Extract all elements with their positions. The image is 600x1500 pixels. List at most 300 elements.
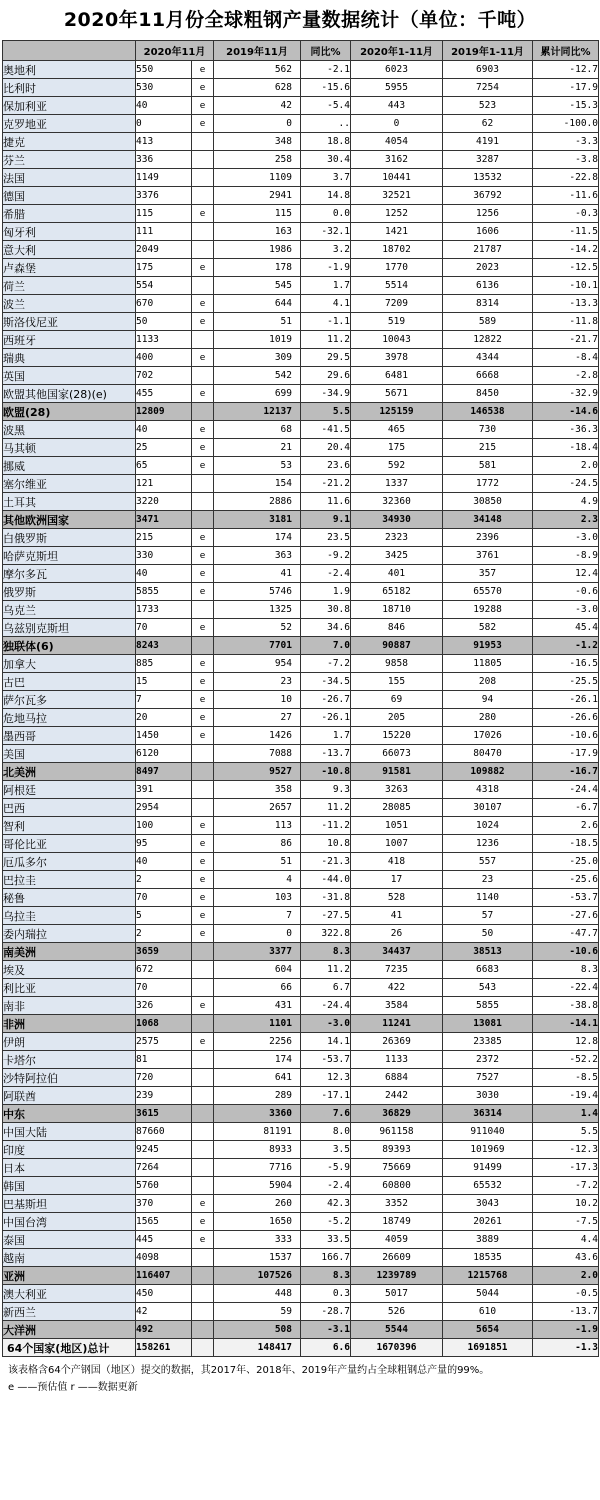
value-2020-ytd: 66073 xyxy=(351,745,443,763)
value-2020-ytd: 28085 xyxy=(351,799,443,817)
value-2019-nov: 641 xyxy=(214,1069,301,1087)
value-2020-nov: 70 xyxy=(136,889,192,907)
value-2020-nov: 3659 xyxy=(136,943,192,961)
header-2019-nov: 2019年11月 xyxy=(214,41,301,61)
table-row xyxy=(3,367,599,385)
country-name: 埃及 xyxy=(3,961,136,979)
value-2019-ytd: 65570 xyxy=(443,583,533,601)
value-2020-nov: 672 xyxy=(136,961,192,979)
value-2019-nov: 7716 xyxy=(214,1159,301,1177)
value-2020-nov: 100 xyxy=(136,817,192,835)
value-ytd-yoy: -6.7 xyxy=(533,799,599,817)
value-2020-ytd: 592 xyxy=(351,457,443,475)
footer-legend: e ——预估值 r ——数据更新 xyxy=(8,1382,138,1393)
estimate-flag xyxy=(192,763,214,781)
value-2020-ytd: 10043 xyxy=(351,331,443,349)
value-ytd-yoy: -0.5 xyxy=(533,1285,599,1303)
value-2019-nov: 1986 xyxy=(214,241,301,259)
table-row xyxy=(3,961,599,979)
country-name: 卡塔尔 xyxy=(3,1051,136,1069)
country-name: 挪威 xyxy=(3,457,136,475)
country-name: 卢森堡 xyxy=(3,259,136,277)
value-ytd-yoy: -47.7 xyxy=(533,925,599,943)
value-2020-ytd: 2442 xyxy=(351,1087,443,1105)
value-2020-ytd: 465 xyxy=(351,421,443,439)
value-yoy: 5.5 xyxy=(301,403,351,421)
value-2020-ytd: 41 xyxy=(351,907,443,925)
country-name: 利比亚 xyxy=(3,979,136,997)
value-yoy: 3.7 xyxy=(301,169,351,187)
value-2020-ytd: 9858 xyxy=(351,655,443,673)
country-name: 中东 xyxy=(3,1105,136,1123)
country-name: 伊朗 xyxy=(3,1033,136,1051)
value-2019-ytd: 911040 xyxy=(443,1123,533,1141)
estimate-flag: e xyxy=(192,655,214,673)
value-2020-nov: 40 xyxy=(136,97,192,115)
estimate-flag xyxy=(192,1339,214,1357)
value-2020-ytd: 18702 xyxy=(351,241,443,259)
country-name: 乌兹别克斯坦 xyxy=(3,619,136,637)
value-yoy: 23.5 xyxy=(301,529,351,547)
value-ytd-yoy: -25.6 xyxy=(533,871,599,889)
value-ytd-yoy: -0.6 xyxy=(533,583,599,601)
value-2020-ytd: 1421 xyxy=(351,223,443,241)
value-2020-ytd: 3978 xyxy=(351,349,443,367)
value-ytd-yoy: -24.5 xyxy=(533,475,599,493)
value-2020-ytd: 6023 xyxy=(351,61,443,79)
country-name: 比利时 xyxy=(3,79,136,97)
country-name: 厄瓜多尔 xyxy=(3,853,136,871)
table-row xyxy=(3,1285,599,1303)
value-2020-ytd: 422 xyxy=(351,979,443,997)
value-ytd-yoy: -17.9 xyxy=(533,745,599,763)
value-2020-nov: 3615 xyxy=(136,1105,192,1123)
value-2020-ytd: 18749 xyxy=(351,1213,443,1231)
value-2020-ytd: 3584 xyxy=(351,997,443,1015)
subtotal-row xyxy=(3,1015,599,1033)
value-2020-nov: 2954 xyxy=(136,799,192,817)
table-row xyxy=(3,349,599,367)
value-2020-nov: 40 xyxy=(136,853,192,871)
table-row xyxy=(3,259,599,277)
table-row xyxy=(3,799,599,817)
value-2019-nov: 628 xyxy=(214,79,301,97)
value-2019-ytd: 8314 xyxy=(443,295,533,313)
table-row xyxy=(3,907,599,925)
estimate-flag: e xyxy=(192,259,214,277)
value-2019-nov: 52 xyxy=(214,619,301,637)
estimate-flag xyxy=(192,475,214,493)
value-2020-nov: 670 xyxy=(136,295,192,313)
value-2019-ytd: 94 xyxy=(443,691,533,709)
value-ytd-yoy: -2.8 xyxy=(533,367,599,385)
value-2019-nov: 27 xyxy=(214,709,301,727)
subtotal-row xyxy=(3,403,599,421)
value-2019-nov: 333 xyxy=(214,1231,301,1249)
estimate-flag: e xyxy=(192,817,214,835)
value-2020-ytd: 89393 xyxy=(351,1141,443,1159)
value-2019-ytd: 523 xyxy=(443,97,533,115)
value-2020-ytd: 3162 xyxy=(351,151,443,169)
value-2019-ytd: 1236 xyxy=(443,835,533,853)
value-2019-nov: 41 xyxy=(214,565,301,583)
estimate-flag xyxy=(192,1177,214,1195)
value-ytd-yoy: -12.3 xyxy=(533,1141,599,1159)
value-2019-nov: 2941 xyxy=(214,187,301,205)
value-2019-nov: 1325 xyxy=(214,601,301,619)
value-ytd-yoy: 2.6 xyxy=(533,817,599,835)
country-name: 摩尔多瓦 xyxy=(3,565,136,583)
value-2019-nov: 0 xyxy=(214,115,301,133)
value-2019-ytd: 80470 xyxy=(443,745,533,763)
estimate-flag: e xyxy=(192,1195,214,1213)
value-2020-nov: 445 xyxy=(136,1231,192,1249)
table-row xyxy=(3,1195,599,1213)
value-2019-ytd: 30850 xyxy=(443,493,533,511)
value-ytd-yoy: -13.3 xyxy=(533,295,599,313)
estimate-flag: e xyxy=(192,313,214,331)
table-row xyxy=(3,691,599,709)
table-row xyxy=(3,727,599,745)
value-ytd-yoy: -7.5 xyxy=(533,1213,599,1231)
value-2020-ytd: 1133 xyxy=(351,1051,443,1069)
estimate-flag: e xyxy=(192,691,214,709)
estimate-flag xyxy=(192,187,214,205)
table-row xyxy=(3,223,599,241)
value-2020-ytd: 26 xyxy=(351,925,443,943)
value-ytd-yoy: -26.6 xyxy=(533,709,599,727)
value-yoy: 9.1 xyxy=(301,511,351,529)
country-name: 巴西 xyxy=(3,799,136,817)
estimate-flag: e xyxy=(192,349,214,367)
value-ytd-yoy: -3.0 xyxy=(533,601,599,619)
table-row xyxy=(3,187,599,205)
value-2019-ytd: 4318 xyxy=(443,781,533,799)
value-ytd-yoy: 2.0 xyxy=(533,1267,599,1285)
table-row xyxy=(3,61,599,79)
value-2020-nov: 2575 xyxy=(136,1033,192,1051)
country-name: 大洋洲 xyxy=(3,1321,136,1339)
country-name: 欧盟其他国家(28)(e) xyxy=(3,385,136,403)
value-yoy: 10.8 xyxy=(301,835,351,853)
value-2020-nov: 413 xyxy=(136,133,192,151)
table-row xyxy=(3,1249,599,1267)
country-name: 巴拉圭 xyxy=(3,871,136,889)
value-yoy: 14.8 xyxy=(301,187,351,205)
value-ytd-yoy: -26.1 xyxy=(533,691,599,709)
value-2020-ytd: 1051 xyxy=(351,817,443,835)
value-2020-ytd: 418 xyxy=(351,853,443,871)
country-name: 马其顿 xyxy=(3,439,136,457)
value-ytd-yoy: -10.6 xyxy=(533,727,599,745)
table-row xyxy=(3,1213,599,1231)
value-2019-ytd: 1024 xyxy=(443,817,533,835)
value-2020-nov: 554 xyxy=(136,277,192,295)
value-2019-nov: 358 xyxy=(214,781,301,799)
table-body xyxy=(3,61,599,1357)
table-row xyxy=(3,601,599,619)
estimate-flag xyxy=(192,223,214,241)
value-2020-ytd: 15220 xyxy=(351,727,443,745)
table-row xyxy=(3,421,599,439)
table-row xyxy=(3,331,599,349)
country-name: 美国 xyxy=(3,745,136,763)
value-2020-ytd: 401 xyxy=(351,565,443,583)
value-2019-nov: 7701 xyxy=(214,637,301,655)
value-yoy: -53.7 xyxy=(301,1051,351,1069)
value-2019-ytd: 357 xyxy=(443,565,533,583)
country-name: 危地马拉 xyxy=(3,709,136,727)
value-2019-ytd: 4344 xyxy=(443,349,533,367)
estimate-flag xyxy=(192,1051,214,1069)
value-ytd-yoy: -25.0 xyxy=(533,853,599,871)
country-name: 巴基斯坦 xyxy=(3,1195,136,1213)
value-2019-nov: 154 xyxy=(214,475,301,493)
value-2020-nov: 1149 xyxy=(136,169,192,187)
country-name: 越南 xyxy=(3,1249,136,1267)
subtotal-row xyxy=(3,511,599,529)
value-2019-ytd: 21787 xyxy=(443,241,533,259)
value-ytd-yoy: -17.9 xyxy=(533,79,599,97)
value-2019-nov: 363 xyxy=(214,547,301,565)
value-2020-ytd: 443 xyxy=(351,97,443,115)
country-name: 乌拉圭 xyxy=(3,907,136,925)
estimate-flag: e xyxy=(192,97,214,115)
header-yoy: 同比% xyxy=(301,41,351,61)
value-2019-ytd: 7527 xyxy=(443,1069,533,1087)
estimate-flag: e xyxy=(192,79,214,97)
estimate-flag: e xyxy=(192,295,214,313)
country-name: 哈萨克斯坦 xyxy=(3,547,136,565)
value-2019-nov: 1426 xyxy=(214,727,301,745)
value-2019-ytd: 18535 xyxy=(443,1249,533,1267)
value-2019-ytd: 23 xyxy=(443,871,533,889)
value-2019-nov: 4 xyxy=(214,871,301,889)
table-row xyxy=(3,1033,599,1051)
table-row xyxy=(3,547,599,565)
value-yoy: -1.1 xyxy=(301,313,351,331)
table-row xyxy=(3,673,599,691)
value-2019-nov: 113 xyxy=(214,817,301,835)
value-2020-ytd: 32521 xyxy=(351,187,443,205)
value-ytd-yoy: -14.6 xyxy=(533,403,599,421)
value-2019-nov: 2256 xyxy=(214,1033,301,1051)
value-2019-nov: 59 xyxy=(214,1303,301,1321)
country-name: 波兰 xyxy=(3,295,136,313)
table-row xyxy=(3,169,599,187)
estimate-flag xyxy=(192,1267,214,1285)
value-yoy: -15.6 xyxy=(301,79,351,97)
value-2020-nov: 9245 xyxy=(136,1141,192,1159)
table-row xyxy=(3,1069,599,1087)
value-yoy: 8.3 xyxy=(301,943,351,961)
value-2020-nov: 40 xyxy=(136,421,192,439)
value-2020-nov: 3376 xyxy=(136,187,192,205)
value-2020-ytd: 5514 xyxy=(351,277,443,295)
value-2020-ytd: 60800 xyxy=(351,1177,443,1195)
value-2019-ytd: 62 xyxy=(443,115,533,133)
value-2019-ytd: 109882 xyxy=(443,763,533,781)
estimate-flag: e xyxy=(192,565,214,583)
value-yoy: 3.2 xyxy=(301,241,351,259)
country-name: 墨西哥 xyxy=(3,727,136,745)
value-2020-nov: 70 xyxy=(136,979,192,997)
estimate-flag: e xyxy=(192,871,214,889)
value-2019-ytd: 1606 xyxy=(443,223,533,241)
value-2019-ytd: 7254 xyxy=(443,79,533,97)
header-2020-nov: 2020年11月 xyxy=(136,41,214,61)
estimate-flag xyxy=(192,511,214,529)
grand-total-row xyxy=(3,1339,599,1357)
country-name: 塞尔维亚 xyxy=(3,475,136,493)
subtotal-row xyxy=(3,763,599,781)
table-row xyxy=(3,241,599,259)
estimate-flag: e xyxy=(192,547,214,565)
value-ytd-yoy: -18.5 xyxy=(533,835,599,853)
value-ytd-yoy: -16.5 xyxy=(533,655,599,673)
estimate-flag xyxy=(192,1105,214,1123)
country-name: 匈牙利 xyxy=(3,223,136,241)
value-yoy: -13.7 xyxy=(301,745,351,763)
value-yoy: -41.5 xyxy=(301,421,351,439)
value-2020-ytd: 1252 xyxy=(351,205,443,223)
value-yoy: -5.4 xyxy=(301,97,351,115)
value-2020-ytd: 10441 xyxy=(351,169,443,187)
country-name: 希腊 xyxy=(3,205,136,223)
estimate-flag xyxy=(192,1015,214,1033)
value-yoy: -21.3 xyxy=(301,853,351,871)
country-name: 北美洲 xyxy=(3,763,136,781)
value-yoy: 12.3 xyxy=(301,1069,351,1087)
value-2020-ytd: 2323 xyxy=(351,529,443,547)
table-row xyxy=(3,205,599,223)
value-ytd-yoy: -13.7 xyxy=(533,1303,599,1321)
estimate-flag xyxy=(192,493,214,511)
table-row xyxy=(3,1123,599,1141)
value-2020-ytd: 519 xyxy=(351,313,443,331)
value-yoy: -11.2 xyxy=(301,817,351,835)
table-row xyxy=(3,745,599,763)
value-2019-ytd: 589 xyxy=(443,313,533,331)
table-row xyxy=(3,853,599,871)
value-2019-ytd: 5044 xyxy=(443,1285,533,1303)
value-2019-nov: 562 xyxy=(214,61,301,79)
table-row xyxy=(3,997,599,1015)
value-ytd-yoy: 4.4 xyxy=(533,1231,599,1249)
estimate-flag xyxy=(192,637,214,655)
value-2020-ytd: 34437 xyxy=(351,943,443,961)
value-2020-nov: 115 xyxy=(136,205,192,223)
estimate-flag xyxy=(192,979,214,997)
value-2019-ytd: 23385 xyxy=(443,1033,533,1051)
value-ytd-yoy: -36.3 xyxy=(533,421,599,439)
value-2019-ytd: 2023 xyxy=(443,259,533,277)
value-yoy: 6.6 xyxy=(301,1339,351,1357)
value-yoy: -26.7 xyxy=(301,691,351,709)
value-ytd-yoy: 10.2 xyxy=(533,1195,599,1213)
value-2020-ytd: 155 xyxy=(351,673,443,691)
country-name: 萨尔瓦多 xyxy=(3,691,136,709)
value-2020-ytd: 5955 xyxy=(351,79,443,97)
country-name: 法国 xyxy=(3,169,136,187)
subtotal-row xyxy=(3,1105,599,1123)
value-yoy: -27.5 xyxy=(301,907,351,925)
value-2019-nov: 954 xyxy=(214,655,301,673)
value-ytd-yoy: -1.2 xyxy=(533,637,599,655)
estimate-flag xyxy=(192,151,214,169)
table-row xyxy=(3,529,599,547)
value-2019-ytd: 543 xyxy=(443,979,533,997)
value-2019-nov: 1537 xyxy=(214,1249,301,1267)
estimate-flag xyxy=(192,403,214,421)
value-2019-nov: 51 xyxy=(214,313,301,331)
value-2019-ytd: 610 xyxy=(443,1303,533,1321)
value-2020-nov: 3471 xyxy=(136,511,192,529)
value-2020-nov: 3220 xyxy=(136,493,192,511)
value-2019-nov: 178 xyxy=(214,259,301,277)
table-row xyxy=(3,781,599,799)
value-ytd-yoy: -1.3 xyxy=(533,1339,599,1357)
value-2019-nov: 1101 xyxy=(214,1015,301,1033)
value-yoy: 0.0 xyxy=(301,205,351,223)
value-yoy: -31.8 xyxy=(301,889,351,907)
value-yoy: 1.7 xyxy=(301,277,351,295)
value-2020-nov: 391 xyxy=(136,781,192,799)
country-name: 加拿大 xyxy=(3,655,136,673)
value-2019-ytd: 30107 xyxy=(443,799,533,817)
value-2020-nov: 550 xyxy=(136,61,192,79)
value-ytd-yoy: -8.4 xyxy=(533,349,599,367)
value-ytd-yoy: -11.8 xyxy=(533,313,599,331)
value-2020-ytd: 5671 xyxy=(351,385,443,403)
country-name: 其他欧洲国家 xyxy=(3,511,136,529)
value-ytd-yoy: -8.5 xyxy=(533,1069,599,1087)
value-yoy: .. xyxy=(301,115,351,133)
value-2019-nov: 86 xyxy=(214,835,301,853)
value-2019-nov: 174 xyxy=(214,1051,301,1069)
estimate-flag: e xyxy=(192,205,214,223)
value-yoy: -21.2 xyxy=(301,475,351,493)
value-yoy: -44.0 xyxy=(301,871,351,889)
estimate-flag xyxy=(192,1123,214,1141)
value-2019-ytd: 38513 xyxy=(443,943,533,961)
estimate-flag xyxy=(192,367,214,385)
value-2020-nov: 7264 xyxy=(136,1159,192,1177)
value-ytd-yoy: -3.0 xyxy=(533,529,599,547)
value-ytd-yoy: -100.0 xyxy=(533,115,599,133)
value-2019-ytd: 1215768 xyxy=(443,1267,533,1285)
country-name: 芬兰 xyxy=(3,151,136,169)
value-yoy: 9.3 xyxy=(301,781,351,799)
value-yoy: 0.3 xyxy=(301,1285,351,1303)
estimate-flag xyxy=(192,1159,214,1177)
steel-output-table xyxy=(2,40,599,1357)
value-ytd-yoy: -16.7 xyxy=(533,763,599,781)
value-2019-ytd: 36792 xyxy=(443,187,533,205)
value-2020-ytd: 3425 xyxy=(351,547,443,565)
value-2019-ytd: 11805 xyxy=(443,655,533,673)
value-2020-nov: 1068 xyxy=(136,1015,192,1033)
country-name: 非洲 xyxy=(3,1015,136,1033)
table-row xyxy=(3,925,599,943)
value-2019-ytd: 50 xyxy=(443,925,533,943)
country-name: 哥伦比亚 xyxy=(3,835,136,853)
value-2020-ytd: 846 xyxy=(351,619,443,637)
estimate-flag xyxy=(192,241,214,259)
value-2019-ytd: 215 xyxy=(443,439,533,457)
value-ytd-yoy: -52.2 xyxy=(533,1051,599,1069)
value-2019-ytd: 730 xyxy=(443,421,533,439)
